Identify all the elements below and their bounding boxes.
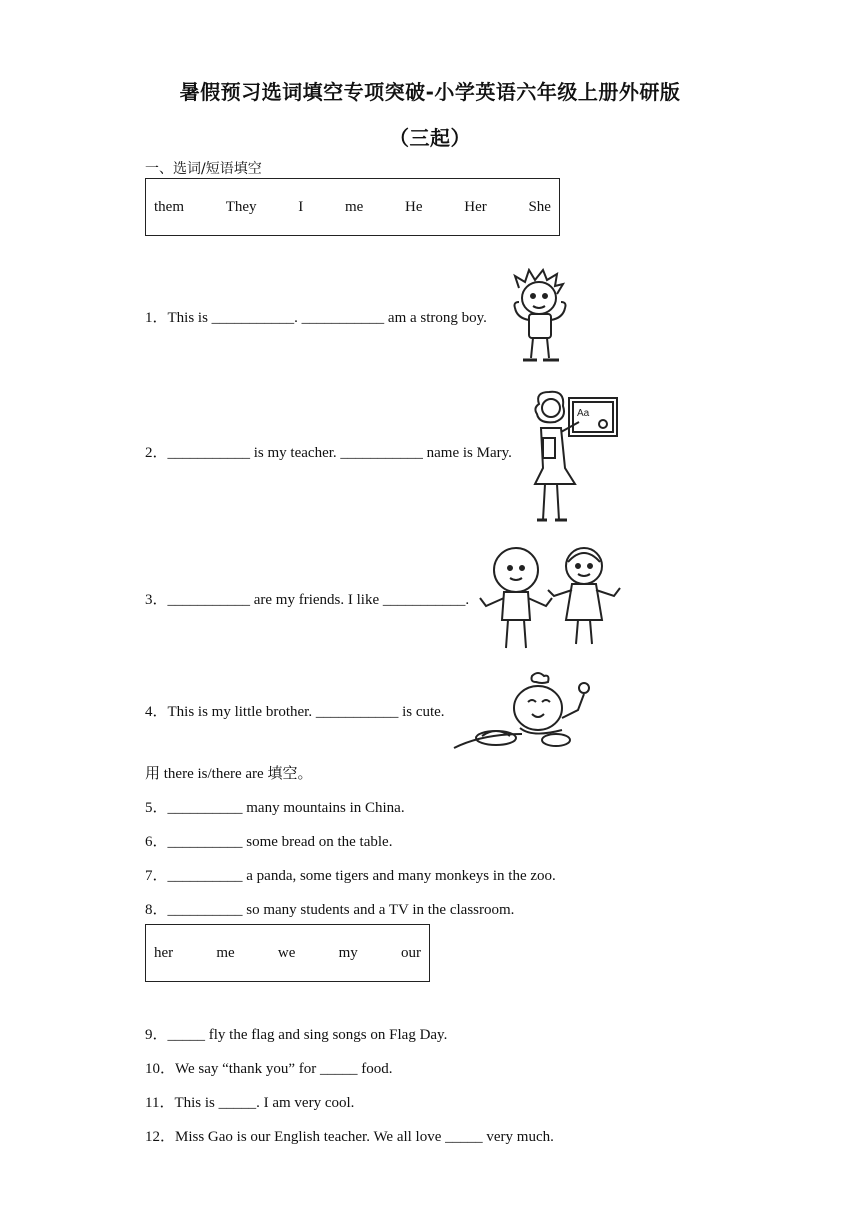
question-2: 2．___________ is my teacher. ___________ name is Mary. bbox=[145, 445, 512, 461]
page-title-suffix: （三起） bbox=[389, 126, 471, 150]
question-5: 5．__________ many mountains in China. bbox=[145, 800, 405, 816]
section-heading: 一、选词/短语填空 bbox=[145, 161, 262, 177]
question-7: 7．__________ a panda, some tigers and many monkeys in the zoo. bbox=[145, 868, 556, 884]
question-8: 8．__________ so many students and a TV in the classroom. bbox=[145, 902, 515, 918]
word-bank-1 bbox=[145, 178, 560, 236]
word-bank-item: my bbox=[338, 944, 358, 961]
word-bank-item: them bbox=[154, 198, 184, 215]
word-bank-item: He bbox=[405, 198, 423, 215]
question-9: 9．_____ fly the flag and sing songs on Flag Day. bbox=[145, 1027, 448, 1043]
word-bank-item: we bbox=[277, 944, 296, 961]
board-text: Aa bbox=[577, 408, 590, 419]
page-title: 暑假预习选词填空专项突破-小学英语六年级上册外研版 bbox=[179, 80, 681, 104]
word-bank-item: our bbox=[400, 944, 421, 961]
word-bank-item: me bbox=[216, 944, 235, 961]
strong-boy-illustration bbox=[505, 268, 577, 368]
question-3: 3．___________ are my friends. I like ___________. bbox=[145, 592, 470, 608]
question-10: 10．We say “thank you” for _____ food. bbox=[145, 1061, 393, 1077]
instruction-text: 用 there is/there are 填空。 bbox=[145, 766, 313, 782]
word-bank-item: Her bbox=[464, 198, 487, 215]
word-bank-item: They bbox=[225, 198, 257, 215]
question-1: 1．This is ___________. ___________ am a strong boy. bbox=[145, 310, 487, 326]
word-bank-item: me bbox=[344, 198, 364, 215]
teacher-illustration bbox=[525, 388, 620, 526]
word-bank-item: her bbox=[154, 944, 174, 961]
question-6: 6．__________ some bread on the table. bbox=[145, 834, 393, 850]
two-friends-illustration bbox=[478, 540, 628, 654]
word-bank-item: She bbox=[528, 198, 551, 215]
baby-eating-illustration bbox=[452, 668, 592, 752]
question-4: 4．This is my little brother. ___________ is cute. bbox=[145, 704, 445, 720]
word-bank-item: I bbox=[298, 198, 304, 215]
word-bank-2 bbox=[145, 924, 430, 982]
question-11: 11．This is _____. I am very cool. bbox=[145, 1095, 355, 1111]
question-12: 12．Miss Gao is our English teacher. We all love _____ very much. bbox=[145, 1129, 554, 1145]
